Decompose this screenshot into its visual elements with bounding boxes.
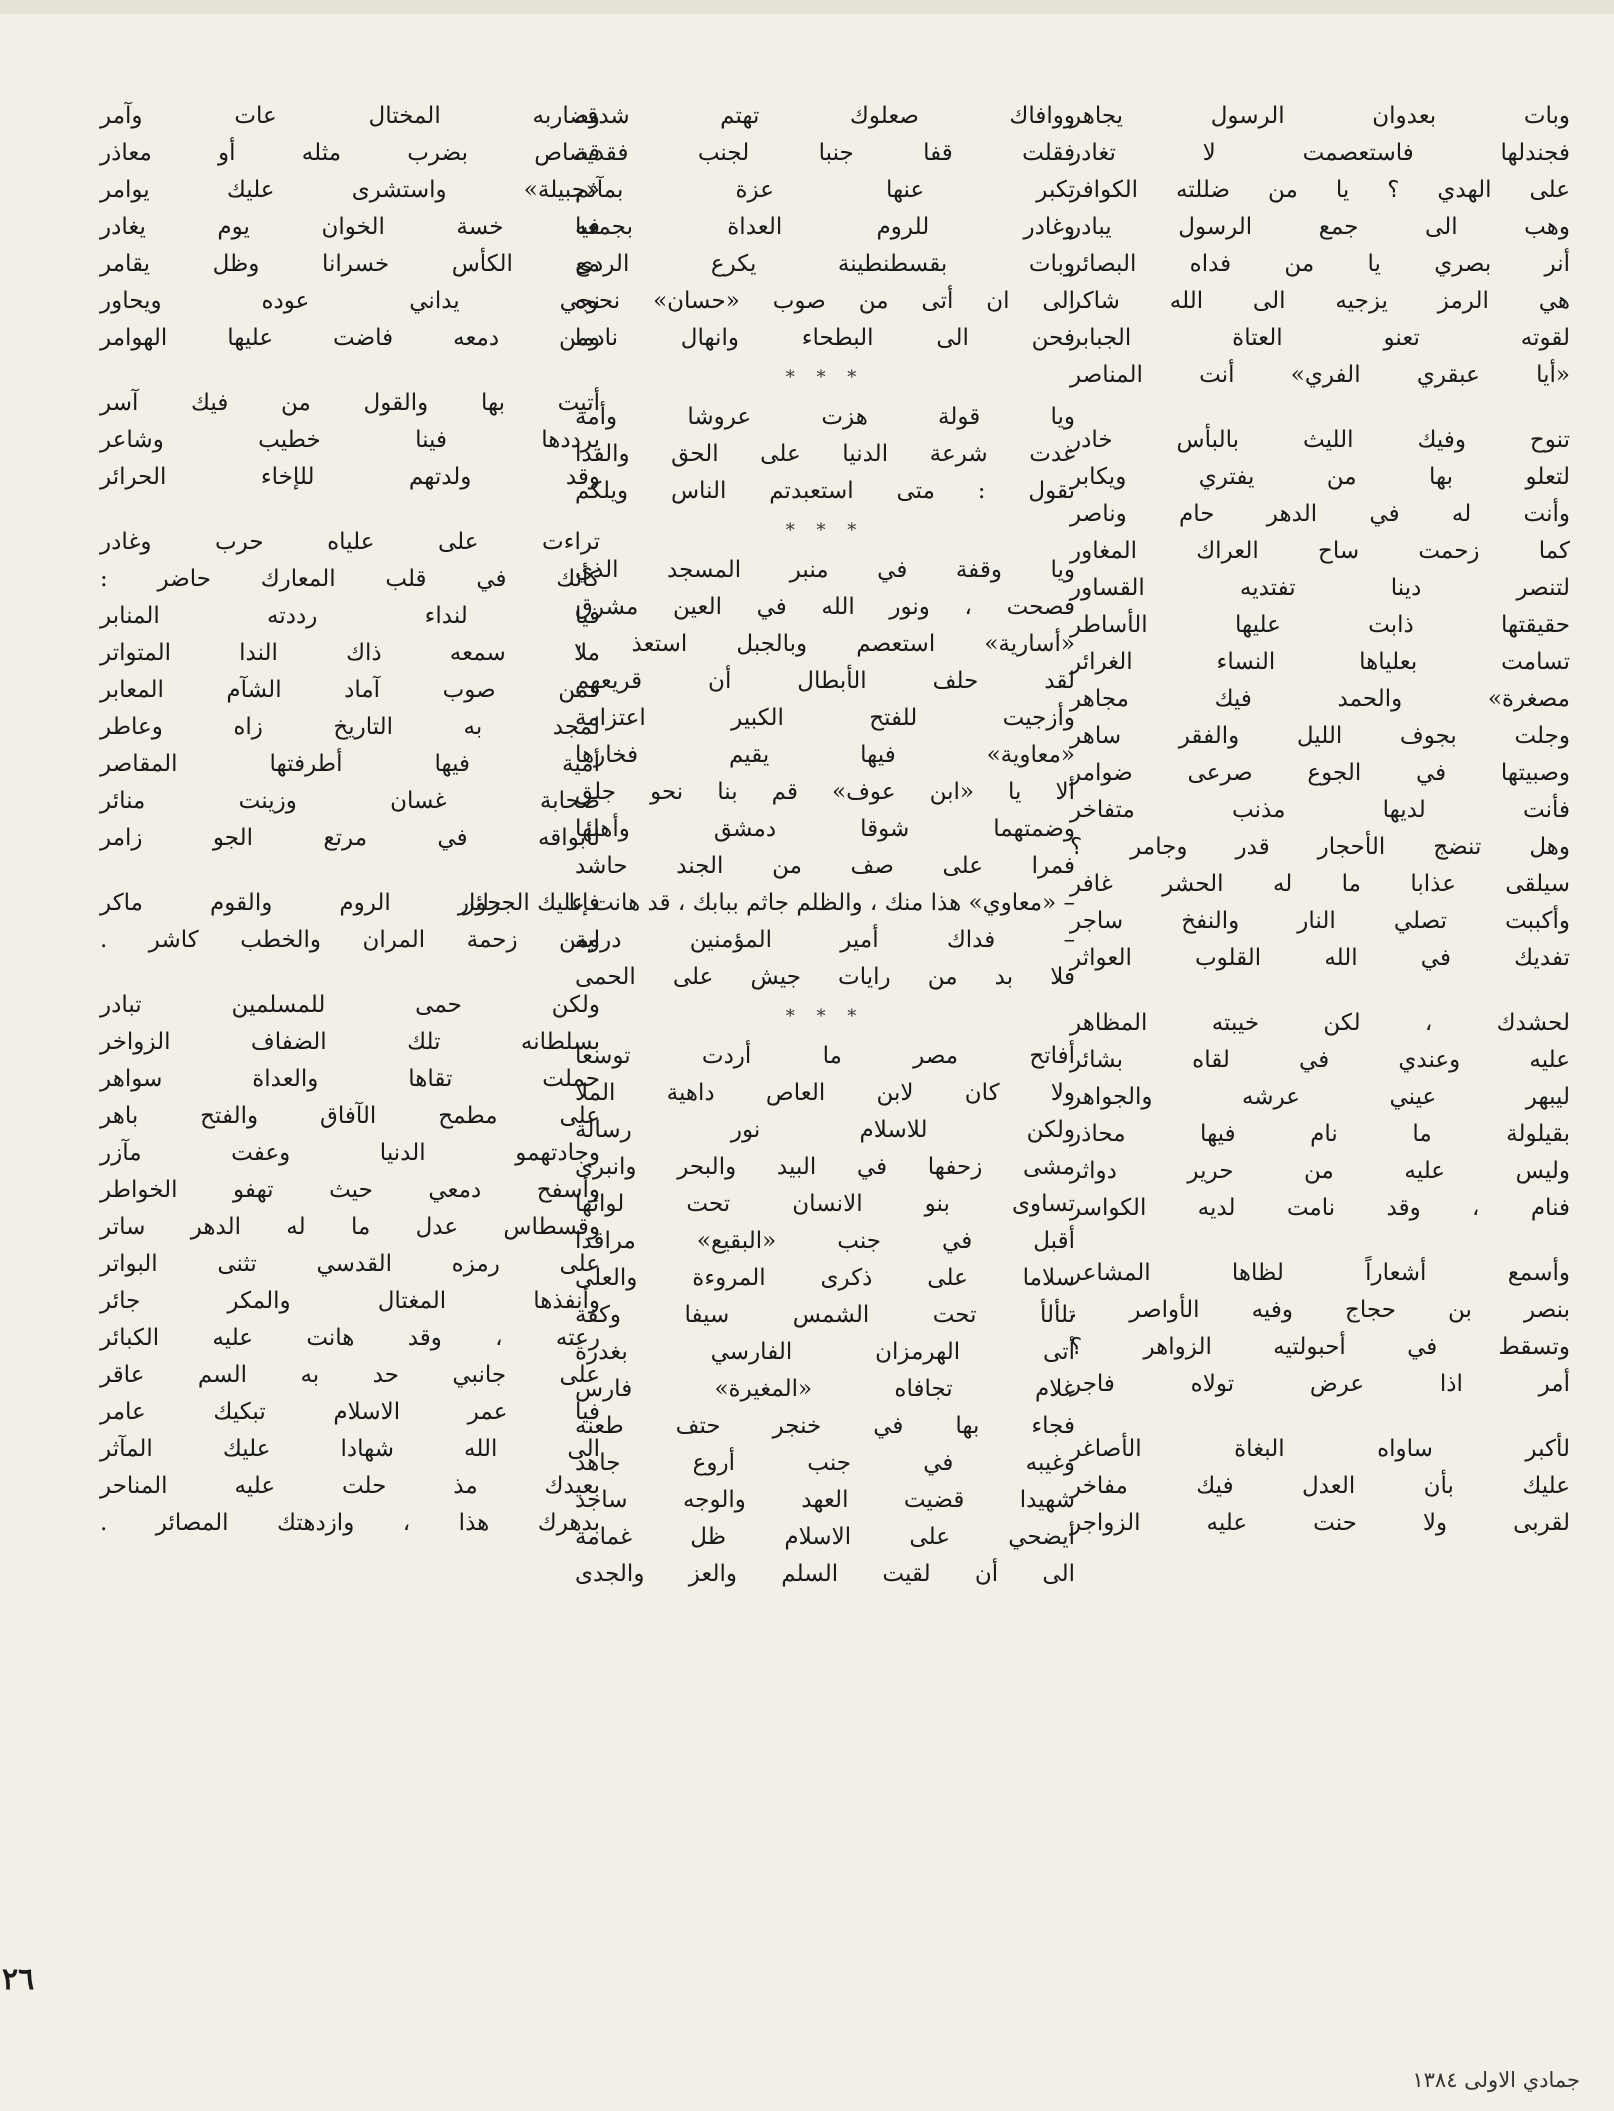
poem-line: سيلقى عذابا ما له الحشر غافر: [1070, 871, 1570, 897]
poem-line: ولكن للاسلام نور رسالة: [575, 1117, 1075, 1143]
poem-line: ليبهر عيني عرشه والجواهر: [1070, 1084, 1570, 1110]
stanza-separator: * * *: [785, 1006, 865, 1027]
page-number: ٢٦: [2, 1962, 35, 1997]
poem-line: أتيت بها والقول من فيك آسر: [100, 390, 600, 416]
poem-line: الى أن لقيت السلم والعز والجدى: [575, 1561, 1075, 1587]
poem-line: فإنا جوار الروم والقوم ماكر: [100, 890, 600, 916]
poem-line: تقول : متى استعبدتم الناس ويلكم: [575, 478, 1075, 504]
poem-line: هي الرمز يزجيه الى الله شاكر: [1070, 288, 1570, 314]
poem-line: وصبيتها في الجوع صرعى ضوامر: [1070, 760, 1570, 786]
poem-line: لمجد به التاريخ زاه وعاطر: [100, 714, 600, 740]
poem-line: وجلت بجوف الليل والفقر ساهر: [1070, 723, 1570, 749]
poem-line: فصحت ، ونور الله في العين مشرق: [575, 594, 1075, 620]
poem-line: لأبواقه في مرتع الجو زامر: [100, 825, 600, 851]
stanza-gap: [100, 357, 600, 385]
poem-line: على جانبي حد به السم عاقر: [100, 1362, 600, 1388]
poem-line: فيا عمر الاسلام تبكيك عامر: [100, 1399, 600, 1425]
stanza-gap: [100, 857, 600, 885]
poem-line: تلألأ تحت الشمس سيفا وكفة: [575, 1302, 1075, 1328]
poem-line: فيا لنداء رددته المنابر: [100, 603, 600, 629]
poem-line: وليس عليه من حرير دواثر: [1070, 1158, 1570, 1184]
poem-line: فمن صوب آماد الشآم المعابر: [100, 677, 600, 703]
poem-line: وقد ولدتهم للإخاء الحرائر: [100, 464, 600, 490]
poem-line: فقلت قفا جنبا لجنب فقدية: [575, 140, 1075, 166]
poem-line: بسلطانه تلك الضفاف الزواخر: [100, 1029, 600, 1055]
poem-line: مع الكأس خسرانا وظل يقامر: [100, 251, 600, 277]
poem-line: لأكبر ساواه البغاة الأصاغر: [1070, 1436, 1570, 1462]
stanza-gap: [1070, 1227, 1570, 1255]
poem-line: وأنفذها المغتال والمكر جائر: [100, 1288, 600, 1314]
poem-line: على مطمح الآفاق والفتح باهر: [100, 1103, 600, 1129]
stanza-gap: [1070, 394, 1570, 422]
poem-line: فيا خسة الخوان يوم يغادر: [100, 214, 600, 240]
poem-line: وتسقط في أحبولتيه الزواهر ؟: [1070, 1334, 1570, 1360]
poem-line: «أيا عبقري الفري» أنت المناصر: [1070, 362, 1570, 388]
poem-line: «أسارية» استعصم وبالجبل استعذ ،: [575, 631, 1075, 657]
poem-line: لتنصر دينا تفتديه القساور: [1070, 575, 1570, 601]
poem-line: وبات بقسطنطينة يكرع الردى: [575, 251, 1075, 277]
poem-line: «جبيلة» واستشرى عليك يوامر: [100, 177, 600, 203]
stanza-gap: [1070, 1403, 1570, 1431]
poem-line: وغادر للروم العداة بجمعه: [575, 214, 1075, 240]
poem-line: ولا كان لابن العاص داهية الملا: [575, 1080, 1075, 1106]
poem-line: مصغرة» والحمد فيك مجاهر: [1070, 686, 1570, 712]
poem-line: قصاص بضرب مثله أو معاذر: [100, 140, 600, 166]
page-top-edge: [0, 0, 1614, 14]
poem-line: – «معاوي» هذا منك ، والظلم جاثم ببابك ، قد هانت عليك الجرائر: [463, 890, 1075, 916]
poem-line: تكبر عنها عزة بمآثم: [575, 177, 1075, 203]
poem-line: نجي يداني عوده ويحاور: [100, 288, 600, 314]
poem-line: فنام ، وقد نامت لديه الكواسر: [1070, 1195, 1570, 1221]
stanza-separator: * * *: [785, 367, 865, 388]
poem-line: وأكببت تصلي النار والنفخ ساجر: [1070, 908, 1570, 934]
poem-line: وضمتهما شوقا دمشق وأهلها: [575, 816, 1075, 842]
poem-column-middle: [463, 98, 1075, 2028]
poem-line: وجادتهمو الدنيا وعفت مآزر: [100, 1140, 600, 1166]
poem-line: على الهدي ؟ يا من ضللته الكوافر: [1070, 177, 1570, 203]
poem-line: فمرا على صف من الجند حاشد: [575, 853, 1075, 879]
poem-line: بنصر بن حجاج وفيه الأواصر .: [1070, 1297, 1570, 1323]
poem-line: وأنت له في الدهر حام وناصر: [1070, 501, 1570, 527]
poem-line: كأنك في قلب المعارك حاضر :: [100, 566, 600, 592]
poem-line: وأسمع أشعاراً لظاها المشاعر: [1070, 1260, 1570, 1286]
poem-line: مشى زحفها في البيد والبحر وانبرى: [575, 1154, 1075, 1180]
poem-line: ويا وقفة في منبر المسجد الذي: [575, 557, 1075, 583]
stanza-gap: [100, 959, 600, 987]
poem-line: ووافاك صعلوك تهتم شدقه: [575, 103, 1075, 129]
poem-line: – فداك أمير المؤمنين دراية: [575, 927, 1075, 953]
poem-line: بعيدك مذ حلت عليه المناحر: [100, 1473, 600, 1499]
poem-line: فلا بد من رايات جيش على الحمى: [575, 964, 1075, 990]
poem-line: لتعلو بها من يفتري ويكابر: [1070, 464, 1570, 490]
poem-line: أنر بصري يا من فداه البصائر: [1070, 251, 1570, 277]
poem-line: أتى الهرمزان الفارسي بغدرة: [575, 1339, 1075, 1365]
poem-line: لقوته تعنو العتاة الجبابر: [1070, 325, 1570, 351]
poem-column-right: [1070, 98, 1570, 2028]
poem-line: تساوى بنو الانسان تحت لوائها: [575, 1191, 1075, 1217]
poem-line: فأنت لديها مذنب متفاخر: [1070, 797, 1570, 823]
poem-line: غلام تجافاه «المغيرة» فارس: [575, 1376, 1075, 1402]
poem-line: رعته ، وقد هانت عليه الكبائر: [100, 1325, 600, 1351]
poem-line: ويا قولة هزت عروشا وأمة: [575, 404, 1075, 430]
poem-line: وهب الى جمع الرسول يبادر: [1070, 214, 1570, 240]
poem-line: وأسفح دمعي حيث تهفو الخواطر: [100, 1177, 600, 1203]
stanza-separator: * * *: [785, 520, 865, 541]
poem-line: لقد حلف الأبطال أن قريعهم: [575, 668, 1075, 694]
stanza-gap: [1070, 977, 1570, 1005]
poem-line: وبات بعدوان الرسول يجاهر: [1070, 103, 1570, 129]
issue-date-footer: جمادي الاولى ١٣٨٤: [1412, 2068, 1580, 2092]
poem-line: سلاما على ذكرى المروءة والعلى: [575, 1265, 1075, 1291]
poem-line: فجندلها فاستعصمت لا تغادر: [1070, 140, 1570, 166]
poem-line: على رمزه القدسي تثنى البواتر: [100, 1251, 600, 1277]
poem-line: ملا سمعه ذاك الندا المتواتر: [100, 640, 600, 666]
poem-line: كما زحمت ساح العراك المغاور: [1070, 538, 1570, 564]
poem-line: تراءت على علياه حرب وغادر: [100, 529, 600, 555]
poem-line: لحشدك ، لكن خيبته المظاهر: [1070, 1010, 1570, 1036]
poem-line: شهيدا قضيت العهد والوجه ساجد: [575, 1487, 1075, 1513]
poem-line: بدهرك هذا ، وازدهتك المصائر .: [100, 1510, 600, 1536]
poem-line: تسامت بعلياها النساء الغرائر: [1070, 649, 1570, 675]
poem-line: صحابة غسان وزينت منائر: [100, 788, 600, 814]
poem-line: أفاتح مصر ما أردت توسعا: [575, 1043, 1075, 1069]
poem-line: وضاربه المختال عات وآمر: [100, 103, 600, 129]
poem-line: تنوح وفيك الليث بالبأس خادر: [1070, 427, 1570, 453]
poem-line: الى ان أتى من صوب «حسان» نحوه: [575, 288, 1075, 314]
poem-line: أيضحي على الاسلام ظل غمامة: [575, 1524, 1075, 1550]
poem-line: وأزجيت للفتح الكبير اعتزامة: [575, 705, 1075, 731]
poem-column-left: [100, 98, 600, 2028]
poem-line: «معاوية» فيها يقيم فخارها: [575, 742, 1075, 768]
poem-line: فحن الى البطحاء وانهال نادما: [575, 325, 1075, 351]
poem-line: حملت تقاها والعداة سواهر: [100, 1066, 600, 1092]
poem-line: يرددها فينا خطيب وشاعر: [100, 427, 600, 453]
poem-line: ولكن حمى للمسلمين تبادر: [100, 992, 600, 1018]
poem-line: بقيلولة ما نام فيها محاذر: [1070, 1121, 1570, 1147]
poem-line: تفديك في الله القلوب العواثر: [1070, 945, 1570, 971]
poem-line: حقيقتها ذابت عليها الأساطر: [1070, 612, 1570, 638]
poem-line: عليه وعندي في لقاه بشائر: [1070, 1047, 1570, 1073]
poem-line: أقبل في جنب «البقيع» مراقدا: [575, 1228, 1075, 1254]
poem-line: فجاء بها في خنجر حتف طعنه: [575, 1413, 1075, 1439]
poem-line: غدت شرعة الدنيا على الحق والفدا: [575, 441, 1075, 467]
poem-line: لقربى ولا حنت عليه الزواجر: [1070, 1510, 1570, 1536]
poem-line: الى الله شهادا عليك المآثر: [100, 1436, 600, 1462]
poem-line: عليك بأن العدل فيك مفاخر: [1070, 1473, 1570, 1499]
poem-line: أمر اذا عرض تولاه فاجر: [1070, 1371, 1570, 1397]
poem-line: وقسطاس عدل ما له الدهر ساتر: [100, 1214, 600, 1240]
stanza-gap: [100, 496, 600, 524]
poem-line: ألا يا «ابن عوف» قم بنا نحو جلق: [575, 779, 1075, 805]
poem-line: وهل تنضج الأحجار قدر وجامر ؟: [1070, 834, 1570, 860]
poem-line: ومن دمعه فاضت عليها الهوامر: [100, 325, 600, 351]
poem-line: ومن زحمة المران والخطب كاشر .: [100, 927, 600, 953]
poem-line: أمية فيها أطرفتها المقاصر: [100, 751, 600, 777]
poem-line: وغيبه في جنب أروع جاهد: [575, 1450, 1075, 1476]
